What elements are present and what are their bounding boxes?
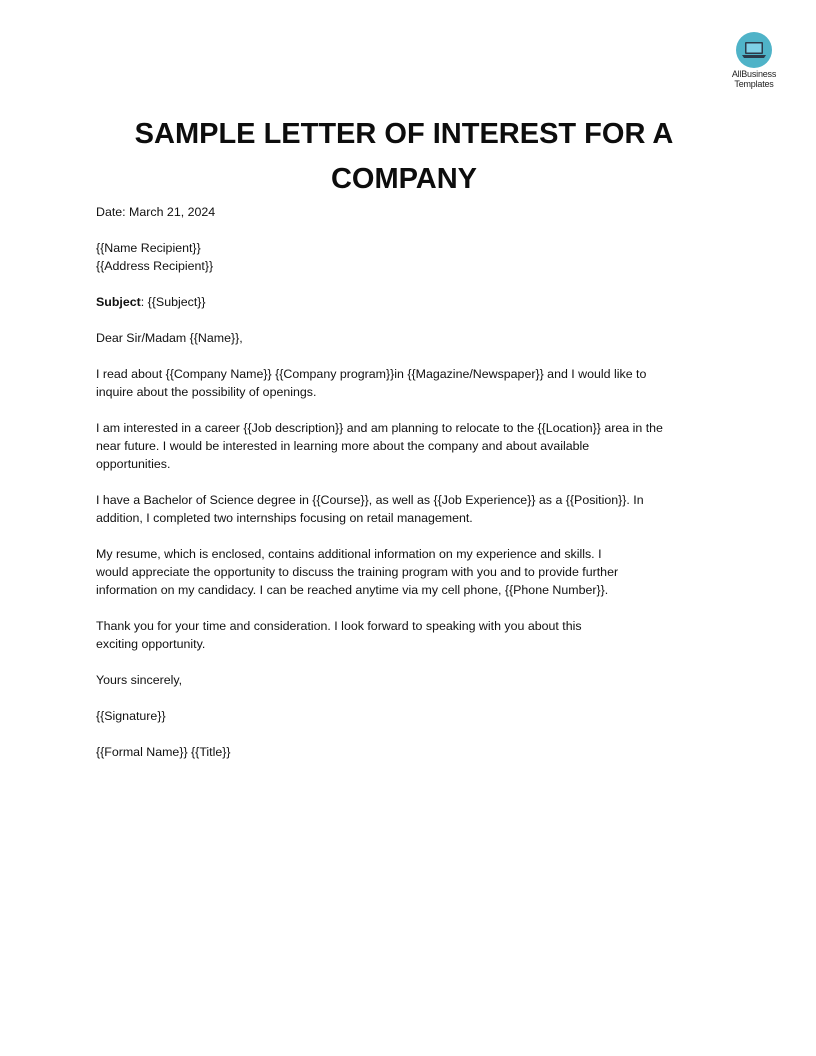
paragraph-4 — [96, 545, 726, 599]
logo-text — [722, 69, 786, 89]
paragraph-1-line: inquire about the possibility of openings. — [96, 385, 317, 399]
subject-value: : {{Subject}} — [140, 295, 206, 309]
paragraph-5 — [96, 617, 726, 653]
paragraph-4-line: My resume, which is enclosed, contains additional information on my experience and skills. I — [96, 547, 602, 561]
title-line-2: COMPANY — [330, 163, 478, 195]
logo-text-line1: AllBusiness — [731, 69, 777, 79]
paragraph-3-line: addition, I completed two internships focusing on retail management. — [96, 511, 473, 525]
subject-line — [96, 293, 726, 311]
logo-text-line2: Templates — [734, 79, 774, 89]
paragraph-2-line: I am interested in a career {{Job description}} and am planning to relocate to the {{Location}} area in the — [96, 421, 663, 435]
title-line-1: SAMPLE LETTER OF INTEREST FOR A — [134, 118, 674, 150]
paragraph-2-line: opportunities. — [96, 457, 171, 471]
salutation: Dear Sir/Madam {{Name}}, — [96, 331, 243, 345]
letter-date: Date: March 21, 2024 — [96, 205, 216, 219]
paragraph-4-line: would appreciate the opportunity to discuss the training program with you and to provide further — [96, 565, 619, 579]
laptop-icon — [736, 32, 772, 68]
paragraph-5-line: exciting opportunity. — [96, 637, 206, 651]
closing: Yours sincerely, — [96, 673, 183, 687]
recipient-name: {{Name Recipient}} — [96, 241, 201, 255]
recipient-address: {{Address Recipient}} — [96, 259, 214, 273]
paragraph-5-line: Thank you for your time and consideration. I look forward to speaking with you about this — [96, 619, 582, 633]
recipient-block — [96, 239, 726, 275]
paragraph-3-line: I have a Bachelor of Science degree in {{Course}}, as well as {{Job Experience}} as a {{Position}}. In — [96, 493, 644, 507]
document-title — [96, 112, 712, 202]
paragraph-4-line: information on my candidacy. I can be reached anytime via my cell phone, {{Phone Number}}. — [96, 583, 609, 597]
signature: {{Signature}} — [96, 709, 166, 723]
formal-name: {{Formal Name}} {{Title}} — [96, 745, 231, 759]
paragraph-2 — [96, 419, 726, 473]
paragraph-3 — [96, 491, 726, 527]
paragraph-2-line: near future. I would be interested in learning more about the company and about available — [96, 439, 590, 453]
paragraph-1-line: I read about {{Company Name}} {{Company program}}in {{Magazine/Newspaper}} and I would like to — [96, 367, 647, 381]
brand-logo — [722, 32, 786, 89]
letter-body — [96, 203, 726, 779]
paragraph-1 — [96, 365, 726, 401]
subject-label: Subject — [96, 295, 141, 309]
